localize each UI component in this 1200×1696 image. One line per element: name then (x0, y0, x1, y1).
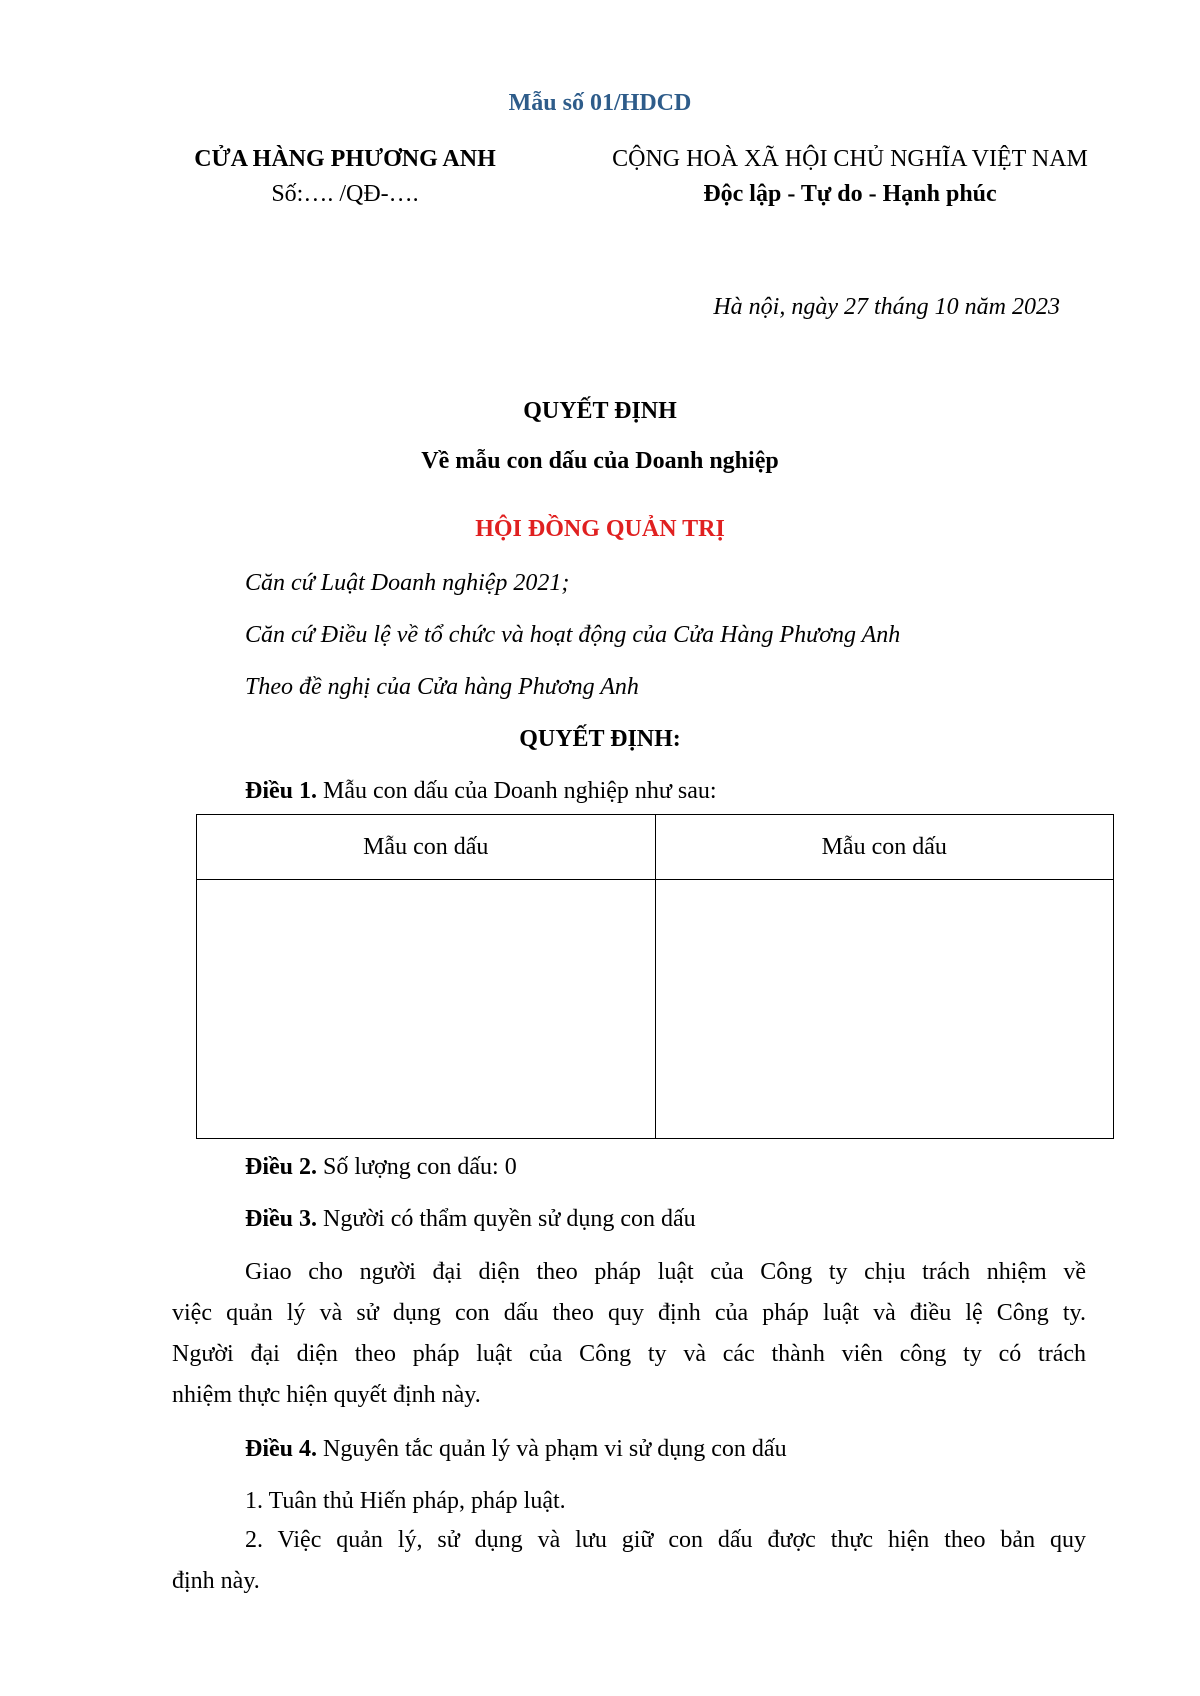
article-4-item-1: 1. Tuân thủ Hiến pháp, pháp luật. (245, 1488, 566, 1514)
article-2-text: Số lượng con dấu: 0 (317, 1154, 517, 1180)
issuer-block (150, 146, 540, 208)
seal-table-header: Mẫu con dấu (197, 815, 656, 880)
seal-sample-cell (655, 880, 1114, 1139)
basis-line: Căn cứ Luật Doanh nghiệp 2021; (245, 570, 570, 596)
store-name: CỬA HÀNG PHƯƠNG ANH (194, 146, 496, 172)
issuing-authority: HỘI ĐỒNG QUẢN TRỊ (475, 516, 725, 542)
seal-sample-table (196, 814, 1114, 1139)
seal-sample-cell (197, 880, 656, 1139)
article-4-item-2 (172, 1520, 1086, 1602)
article-1 (245, 778, 717, 805)
basis-line: Theo đề nghị của Cửa hàng Phương Anh (245, 674, 639, 700)
paragraph-line: Giao cho người đại diện theo pháp luật của Công ty chịu trách nhiệm về (245, 1259, 1086, 1285)
seal-table-header: Mẫu con dấu (655, 815, 1114, 880)
article-2-label: Điều 2. (245, 1154, 317, 1180)
document-subject: Về mẫu con dấu của Doanh nghiệp (421, 448, 779, 474)
document-number: Số:…. /QĐ-…. (271, 181, 419, 207)
national-motto: Độc lập - Tự do - Hạnh phúc (703, 181, 997, 207)
national-header (560, 146, 1140, 208)
paragraph-line: nhiệm thực hiện quyết định này. (172, 1382, 481, 1408)
article-3-label: Điều 3. (245, 1206, 317, 1232)
nation-title: CỘNG HOÀ XÃ HỘI CHỦ NGHĨA VIỆT NAM (612, 146, 1088, 172)
paragraph-line: 2. Việc quản lý, sử dụng và lưu giữ con dấu được thực hiện theo bản quy (245, 1527, 1086, 1553)
article-4 (245, 1436, 787, 1463)
decision-heading: QUYẾT ĐỊNH: (519, 726, 681, 752)
document-title: QUYẾT ĐỊNH (523, 398, 677, 424)
form-code: Mẫu số 01/HDCD (508, 90, 692, 116)
article-4-label: Điều 4. (245, 1436, 317, 1462)
paragraph-line: Người đại diện theo pháp luật của Công ty và các thành viên công ty có trách (172, 1341, 1086, 1367)
article-1-label: Điều 1. (245, 778, 317, 804)
paragraph-line: việc quản lý và sử dụng con dấu theo quy định của pháp luật và điều lệ Công ty. (172, 1300, 1086, 1326)
article-3-paragraph (172, 1252, 1086, 1416)
date-line: Hà nội, ngày 27 tháng 10 năm 2023 (713, 294, 1060, 320)
article-1-text: Mẫu con dấu của Doanh nghiệp như sau: (317, 778, 717, 804)
article-2 (245, 1154, 517, 1181)
paragraph-line: định này. (172, 1568, 260, 1594)
article-3-text: Người có thẩm quyền sử dụng con dấu (317, 1206, 696, 1232)
basis-line: Căn cứ Điều lệ về tổ chức và hoạt động của Cửa Hàng Phương Anh (245, 622, 901, 648)
article-3 (245, 1206, 696, 1233)
article-4-text: Nguyên tắc quản lý và phạm vi sử dụng con dấu (317, 1436, 787, 1462)
